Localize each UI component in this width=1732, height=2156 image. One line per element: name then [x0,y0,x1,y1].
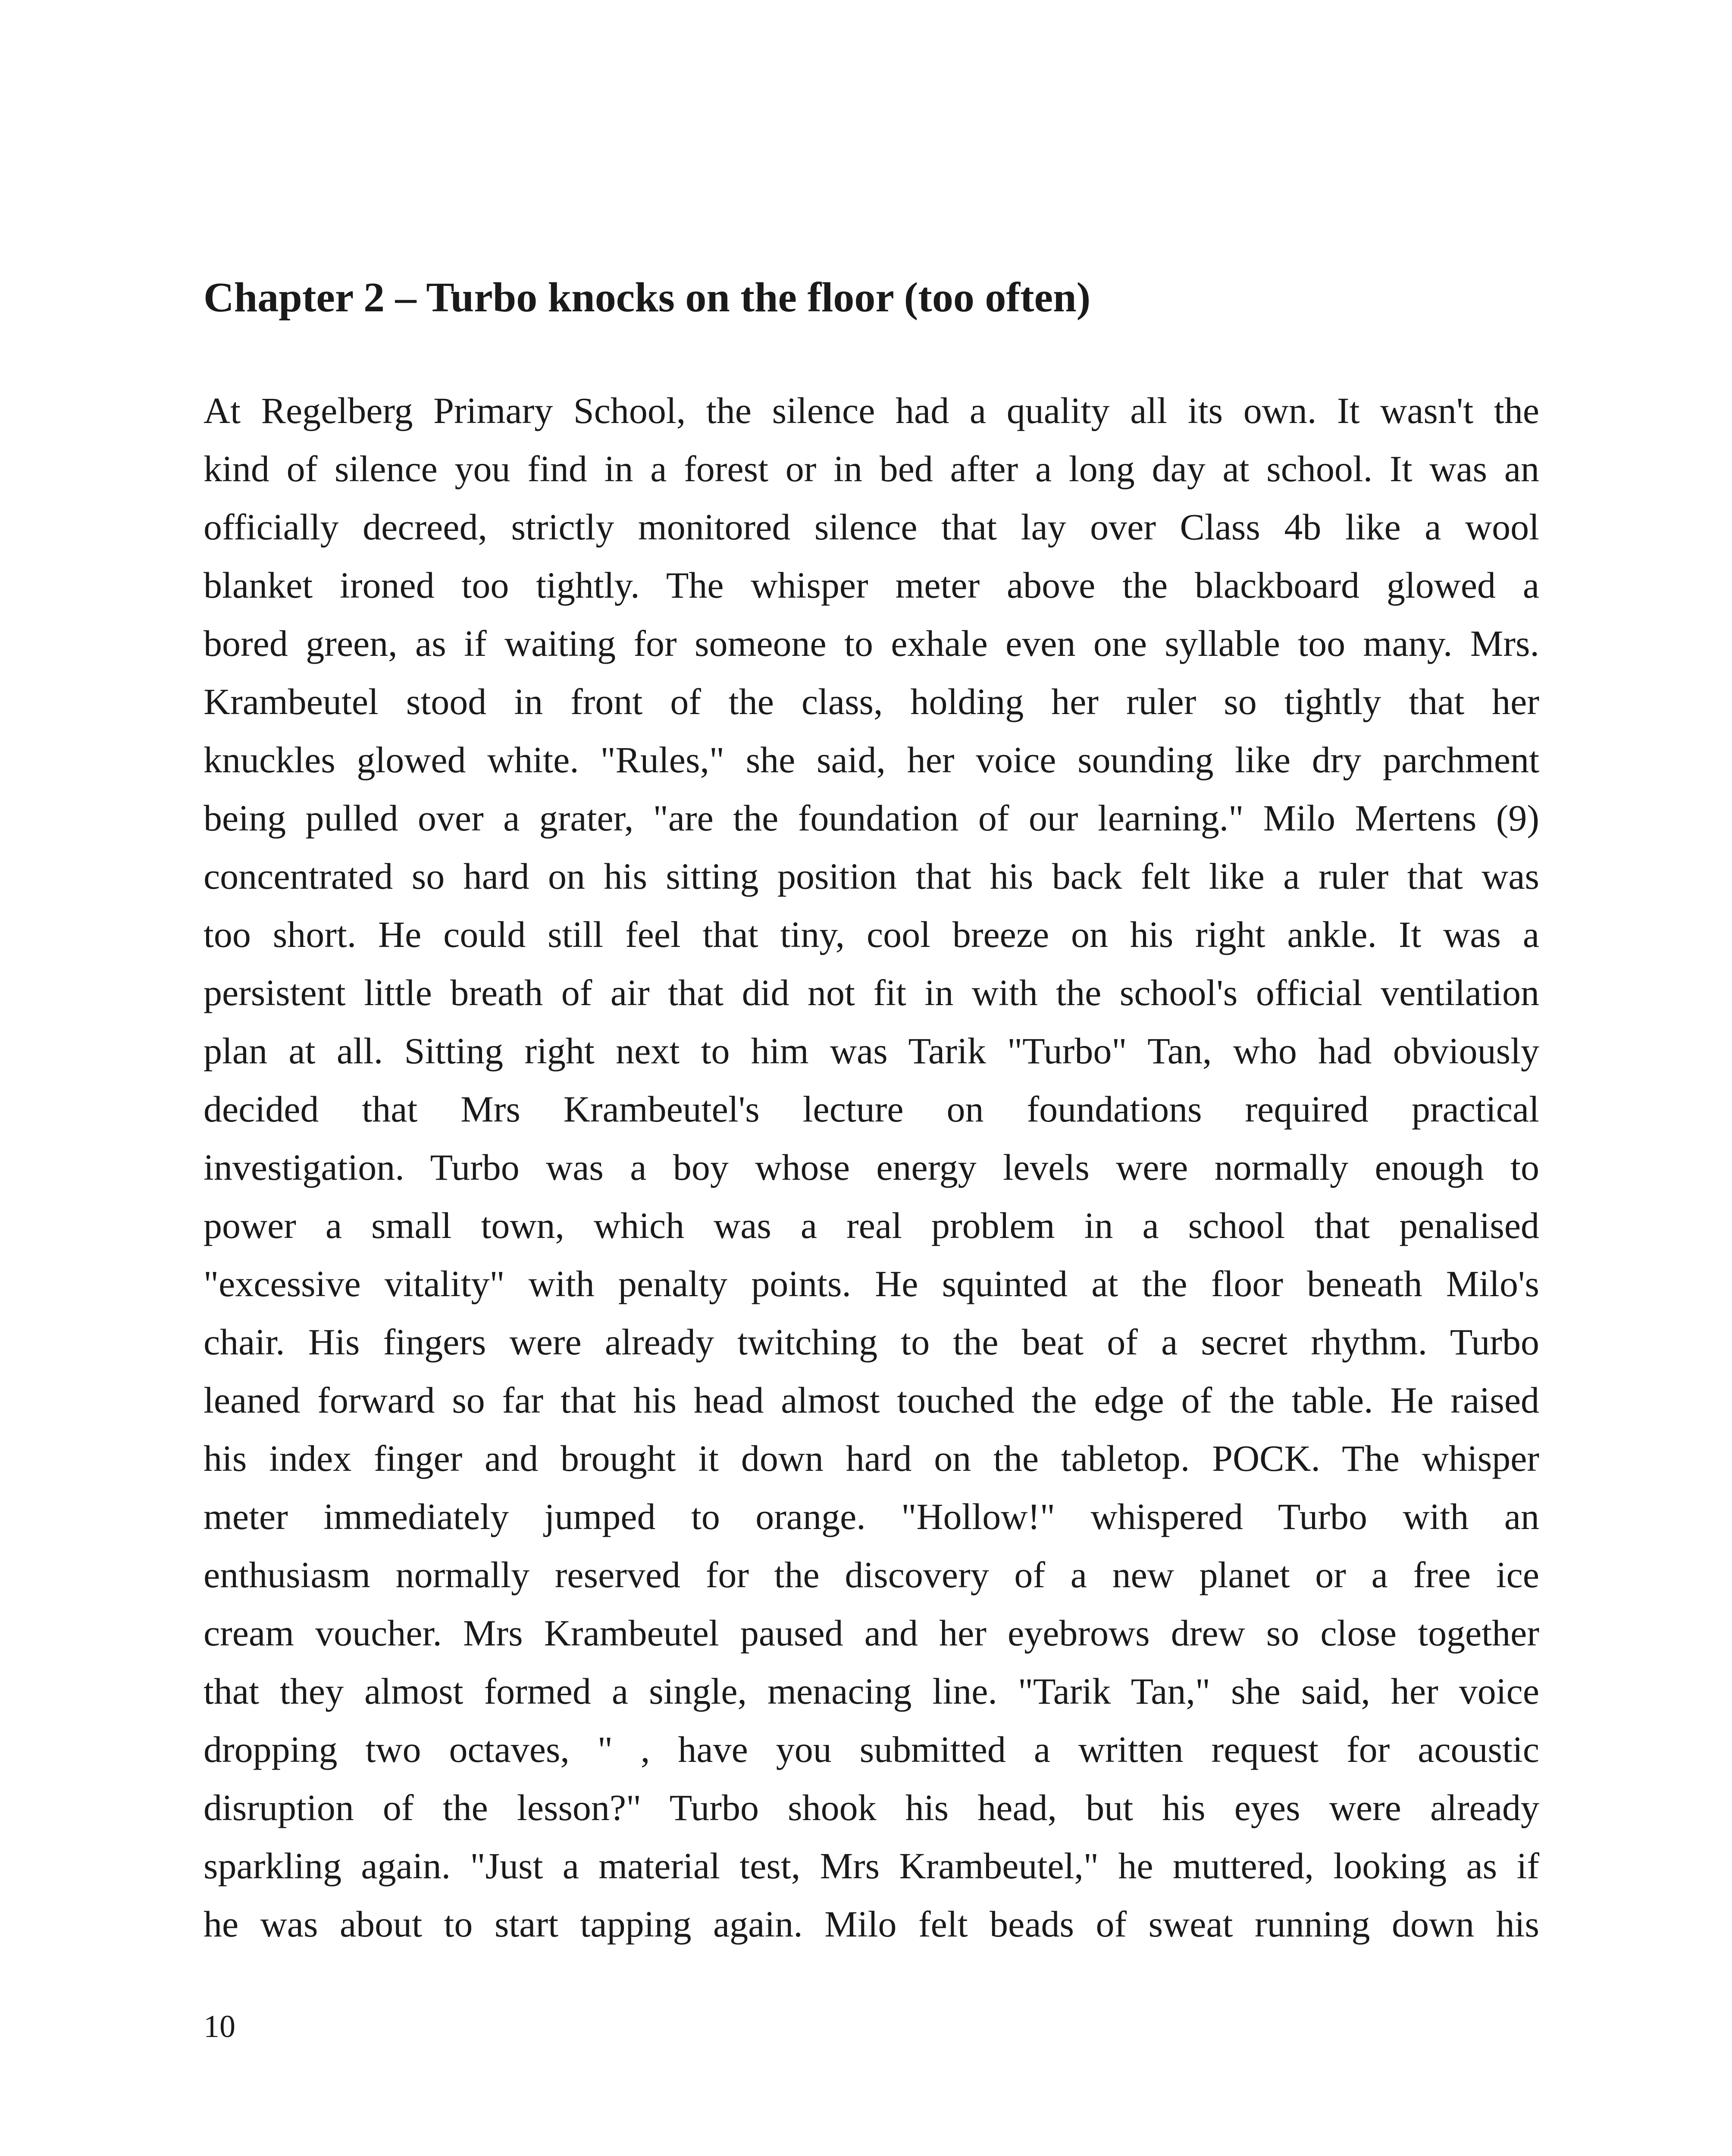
text-line: dropping two octaves, " , have you submitted a written request for acoustic [204,1729,1539,1770]
text-line: Krambeutel stood in front of the class, holding her ruler so tightly that her [204,681,1539,722]
body-text [204,382,1539,1953]
page-number: 10 [204,2009,235,2044]
text-line: plan at all. Sitting right next to him was Tarik "Turbo" Tan, who had obviously [204,1030,1539,1072]
text-line: disruption of the lesson?" Turbo shook his head, but his eyes were already [204,1787,1539,1828]
text-line: being pulled over a grater, "are the foundation of our learning." Milo Mertens (9) [204,797,1539,839]
text-line: that they almost formed a single, menacing line. "Tarik Tan," she said, her voice [204,1670,1539,1712]
text-line: his index finger and brought it down hard on the tabletop. POCK. The whisper [204,1438,1539,1479]
text-line: knuckles glowed white. "Rules," she said, her voice sounding like dry parchment [204,739,1539,780]
text-line: meter immediately jumped to orange. "Hollow!" whispered Turbo with an [204,1496,1539,1537]
text-line: bored green, as if waiting for someone to exhale even one syllable too many. Mrs. [204,623,1539,664]
text-line: persistent little breath of air that did not fit in with the school's official ventilation [204,972,1539,1013]
text-line: sparkling again. "Just a material test, Mrs Krambeutel," he muttered, looking as if [204,1845,1539,1887]
text-line: blanket ironed too tightly. The whisper meter above the blackboard glowed a [204,564,1539,606]
text-line: chair. His fingers were already twitching to the beat of a secret rhythm. Turbo [204,1321,1539,1363]
text-line: decided that Mrs Krambeutel's lecture on foundations required practical [204,1088,1539,1130]
text-line: enthusiasm normally reserved for the discovery of a new planet or a free ice [204,1554,1539,1595]
text-line: "excessive vitality" with penalty points. He squinted at the floor beneath Milo's [204,1263,1539,1304]
text-line: kind of silence you find in a forest or in bed after a long day at school. It was an [204,448,1539,489]
text-line: concentrated so hard on his sitting position that his back felt like a ruler that was [204,856,1539,897]
text-line: At Regelberg Primary School, the silence had a quality all its own. It wasn't the [204,390,1539,431]
text-line: cream voucher. Mrs Krambeutel paused and her eyebrows drew so close together [204,1612,1539,1654]
text-line: too short. He could still feel that tiny, cool breeze on his right ankle. It was a [204,914,1539,955]
text-line: officially decreed, strictly monitored silence that lay over Class 4b like a wool [204,506,1539,548]
text-line: investigation. Turbo was a boy whose energy levels were normally enough to [204,1147,1539,1188]
text-line: he was about to start tapping again. Milo felt beads of sweat running down his [204,1903,1539,1945]
chapter-title: Chapter 2 – Turbo knocks on the floor (too often) [204,274,1091,321]
text-line: leaned forward so far that his head almost touched the edge of the table. He raised [204,1379,1539,1421]
text-line: power a small town, which was a real problem in a school that penalised [204,1205,1539,1246]
